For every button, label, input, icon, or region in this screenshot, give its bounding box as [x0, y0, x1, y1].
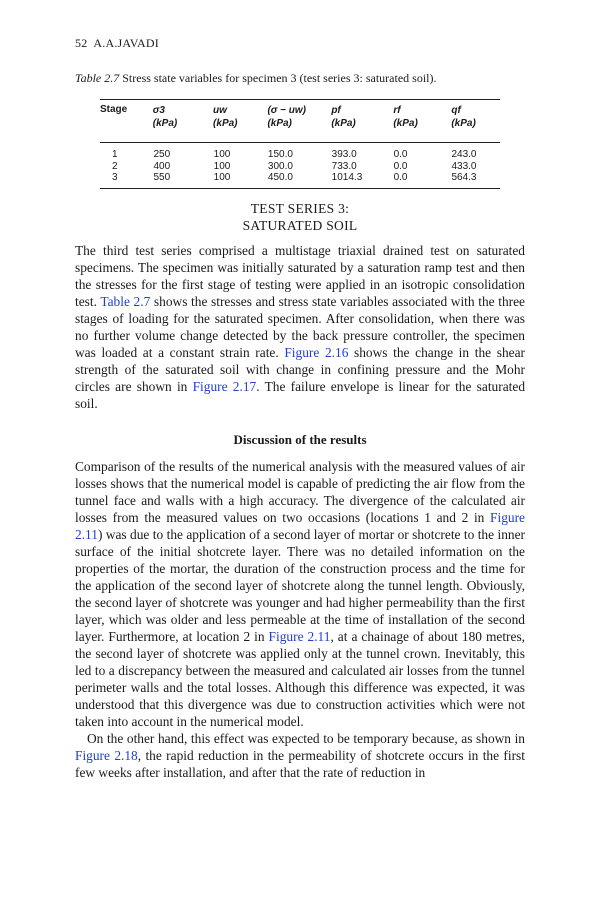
link-figure-2-11[interactable]: Figure 2.11: [75, 510, 525, 542]
table-header-row: [100, 100, 500, 142]
section-title-line1: TEST SERIES 3:: [250, 201, 350, 216]
author-name: A.A.JAVADI: [93, 36, 159, 50]
link-figure-2-16[interactable]: Figure 2.16: [284, 345, 349, 360]
link-figure-2-11-second[interactable]: Figure 2.11: [268, 629, 331, 644]
header-uw: uw (kPa): [213, 105, 238, 129]
table-body: [100, 143, 500, 188]
header-net-stress: (σ − uw) (kPa): [267, 105, 307, 129]
header-pf: pf (kPa): [331, 105, 356, 129]
table-row: 2 400 100 300.0 733.0 0.0 433.0: [112, 160, 477, 172]
table-row: 3 550 100 450.0 1014.3 0.0 564.3: [112, 172, 477, 183]
page-number: 52: [75, 36, 88, 50]
link-table-2-7[interactable]: Table 2.7: [100, 294, 151, 309]
link-figure-2-18[interactable]: Figure 2.18: [75, 748, 138, 763]
header-stage: Stage: [100, 104, 128, 115]
header-rf: rf (kPa): [393, 105, 418, 129]
table-row: 1 250 100 150.0 393.0 0.0 243.0: [112, 149, 477, 160]
discussion-heading: Discussion of the results: [233, 432, 367, 447]
table-bottom-rule: [100, 188, 500, 189]
table-caption-text: Stress state variables for specimen 3 (test series 3: saturated soil).: [122, 71, 437, 85]
header-sigma3: σ3 (kPa): [152, 105, 178, 129]
section-title-line2: SATURATED SOIL: [242, 218, 358, 233]
link-figure-2-17[interactable]: Figure 2.17: [192, 379, 257, 394]
running-header: [75, 36, 159, 51]
table-caption: [75, 71, 535, 86]
paragraph-test-series: The third test series comprised a multistage triaxial drained test on saturated specimens. The specimen was initially saturated by a saturation ramp test and then the stresses for the first stage of testing were applied in an isotropic consolidation test. Table 2.7 shows the stresses and stress state variables associated with the three stages of loading for the saturated specimen. After consolidation, when there was no further volume change detected by the back pressure controller, the specimen was loaded at a constant strain rate. Figure 2.16 shows the change in the shear strength of the saturated soil with change in confining pressure and the Mohr circles are shown in Figure 2.17. The failure envelope is linear for the saturated soil.: [75, 243, 526, 411]
paragraph-discussion: Comparison of the results of the numerical analysis with the measured values of air losses shows that the numerical model is capable of predicting the air flow from the tunnel face and walls with a high accuracy. The divergence of the calculated air losses from the measured values on two occasions (locations 1 and 2 in Figure 2.11) was due to the application of a second layer of mortar or shotcrete to the inner surface of the initial shotcrete layer. There was no detailed information on the properties of the mortar, the duration of the construction process and the time for the application of the second layer of shotcrete along the tunnel length. Obviously, the second layer of shotcrete was younger and had higher permeability than the first layer, which was older and less permeable at the time of installation of the second layer. Furthermore, at location 2 in Figure 2.11, at a chainage of about 180 metres, the second layer of shotcrete was applied only at the tunnel crown. Inevitably, this led to a discrepancy between the measured and calculated air losses from the tunnel perimeter walls and the total losses. Although this difference was expected, it was understood that this divergence was due to construction activities which were not taken into account in the numerical model. On the other hand, this effect was expected to be temporary because, as shown in Figure 2.18, the rapid reduction in the permeability of shotcrete occurs in the first few weeks after installation, and after that the rate of reduction in: [75, 459, 525, 780]
header-qf: qf (kPa): [451, 105, 476, 129]
table-label: Table 2.7: [75, 71, 120, 85]
stress-state-table: [100, 99, 500, 189]
